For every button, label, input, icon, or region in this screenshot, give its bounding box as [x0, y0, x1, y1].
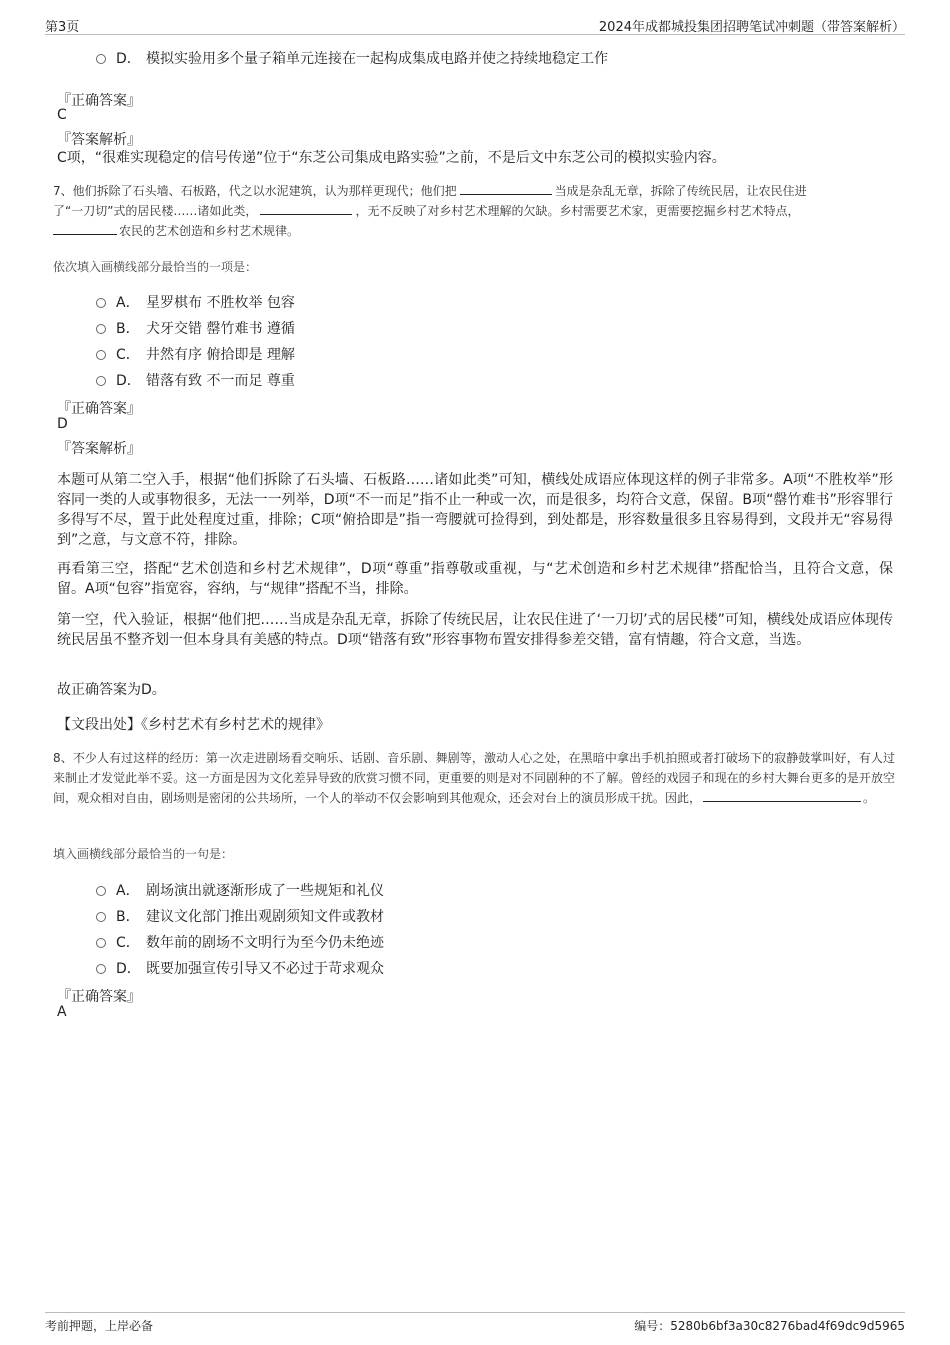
question-8-stem: 8、不少人有过这样的经历：第一次走进剧场看交响乐、话剧、音乐剧、舞剧等，激动人心之处，在黑暗中拿出手机拍照或者打破场下的寂静鼓掌叫好，有人过来制止才发觉此举不妥。这一方面是因为文化差异导致的欣赏习惯不同，更重要的则是对不同剧种的不了解。曾经的戏园子和现在的乡村大舞台更多的是开放空间，观众相对自由，剧场则是密闭的公共场所，一个人的举动不仅会影响到其他观众，还会对台上的演员形成干扰。因此， 。: [53, 751, 895, 805]
question-7-prompt: 依次填入画横线部分最恰当的一项是：: [53, 260, 258, 274]
prev-answer: C: [57, 107, 67, 123]
footer-code: 编号：5280b6bf3a30c8276bad4f69dc9d5965: [634, 1319, 905, 1333]
q7-option-c[interactable]: C． 井然有序 俯拾即是 理解: [96, 344, 295, 364]
q7-option-b[interactable]: B． 犬牙交错 罄竹难书 遵循: [96, 318, 295, 338]
radio-icon[interactable]: [96, 938, 106, 948]
q7-source: 【文段出处】《乡村艺术有乡村艺术的规律》: [57, 717, 330, 733]
page-footer: [45, 1312, 905, 1335]
radio-icon[interactable]: [96, 54, 106, 64]
q8-option-a[interactable]: A． 剧场演出就逐渐形成了一些规矩和礼仪: [96, 880, 384, 900]
q8-answer-label: 『正确答案』: [57, 989, 141, 1005]
q7-answer: D: [57, 416, 68, 432]
page-number: 第3页: [45, 20, 80, 35]
prev-answer-label: 『正确答案』: [57, 93, 141, 109]
q7-option-a[interactable]: A． 星罗棋布 不胜枚举 包容: [96, 292, 295, 312]
q7-answer-label: 『正确答案』: [57, 401, 141, 417]
blank-1: [460, 182, 552, 195]
radio-icon[interactable]: [96, 324, 106, 334]
q8-option-d[interactable]: D． 既要加强宣传引导又不必过于苛求观众: [96, 958, 384, 978]
q7-analysis-paragraph-1: 本题可从第二空入手，根据“他们拆除了石头墙、石板路……诸如此类”可知，横线处成语应体现这样的例子非常多。A项“不胜枚举”形容同一类的人或事物很多，无法一一列举，D项“不一而足”指不止一种或一次，而是很多，均符合文意，保留。B项“罄竹难书”形容罪行多得写不尽，置于此处程度过重，排除；C项“俯拾即是”指一弯腰就可捡得到，到处都是，形容数量很多且容易得到，文段并无“容易得到”之意，与文意不符，排除。: [57, 472, 893, 548]
document-title: 2024年成都城投集团招聘笔试冲刺题（带答案解析）: [598, 20, 905, 35]
radio-icon[interactable]: [96, 964, 106, 974]
question-8-prompt: 填入画横线部分最恰当的一句是：: [53, 847, 234, 861]
page-header: [45, 14, 905, 35]
prev-analysis-label: 『答案解析』: [57, 132, 141, 148]
q8-option-b[interactable]: B． 建议文化部门推出观剧须知文件或教材: [96, 906, 384, 926]
q7-analysis-conclusion: 故正确答案为D。: [57, 682, 166, 698]
q7-analysis-paragraph-3: 第一空，代入验证，根据“他们把……当成是杂乱无章，拆除了传统民居，让农民住进了‘一刀切’式的居民楼”可知，横线处成语应体现传统民居虽不整齐划一但本身具有美感的特点。D项“错落有致”形容事物布置安排得参差交错，富有情趣，符合文意，当选。: [57, 612, 893, 648]
radio-icon[interactable]: [96, 298, 106, 308]
q8-option-c[interactable]: C． 数年前的剧场不文明行为至今仍未绝迹: [96, 932, 384, 952]
footer-slogan: 考前押题，上岸必备: [45, 1319, 154, 1333]
radio-icon[interactable]: [96, 350, 106, 360]
q8-answer: A: [57, 1004, 67, 1020]
q7-option-d[interactable]: D． 错落有致 不一而足 尊重: [96, 370, 295, 390]
q7-analysis-label: 『答案解析』: [57, 441, 141, 457]
blank-2: [260, 202, 352, 215]
blank-3: [53, 222, 117, 235]
question-7-stem: 7、他们拆除了石头墙、石板路，代之以水泥建筑，认为那样更现代；他们把 当成是杂乱无章，拆除了传统民居，让农民住进 了“一刀切”式的居民楼……诸如此类， ，无不反映了对乡村艺术理解的欠缺。乡村需要艺术家，更需要挖掘乡村艺术特点， 农民的艺术创造和乡村艺术规律。: [53, 184, 807, 238]
blank-1: [703, 789, 861, 802]
prev-option-d[interactable]: D． 模拟实验用多个量子箱单元连接在一起构成集成电路并使之持续地稳定工作: [96, 48, 608, 68]
radio-icon[interactable]: [96, 912, 106, 922]
radio-icon[interactable]: [96, 376, 106, 386]
radio-icon[interactable]: [96, 886, 106, 896]
prev-analysis: C项，“很难实现稳定的信号传递”位于“东芝公司集成电路实验”之前，不是后文中东芝公司的模拟实验内容。: [57, 150, 726, 166]
q7-analysis-paragraph-2: 再看第三空，搭配“艺术创造和乡村艺术规律”，D项“尊重”指尊敬或重视，与“艺术创造和乡村艺术规律”搭配恰当，且符合文意，保留。A项“包容”指宽容，容纳，与“规律”搭配不当，排除。: [57, 561, 893, 597]
